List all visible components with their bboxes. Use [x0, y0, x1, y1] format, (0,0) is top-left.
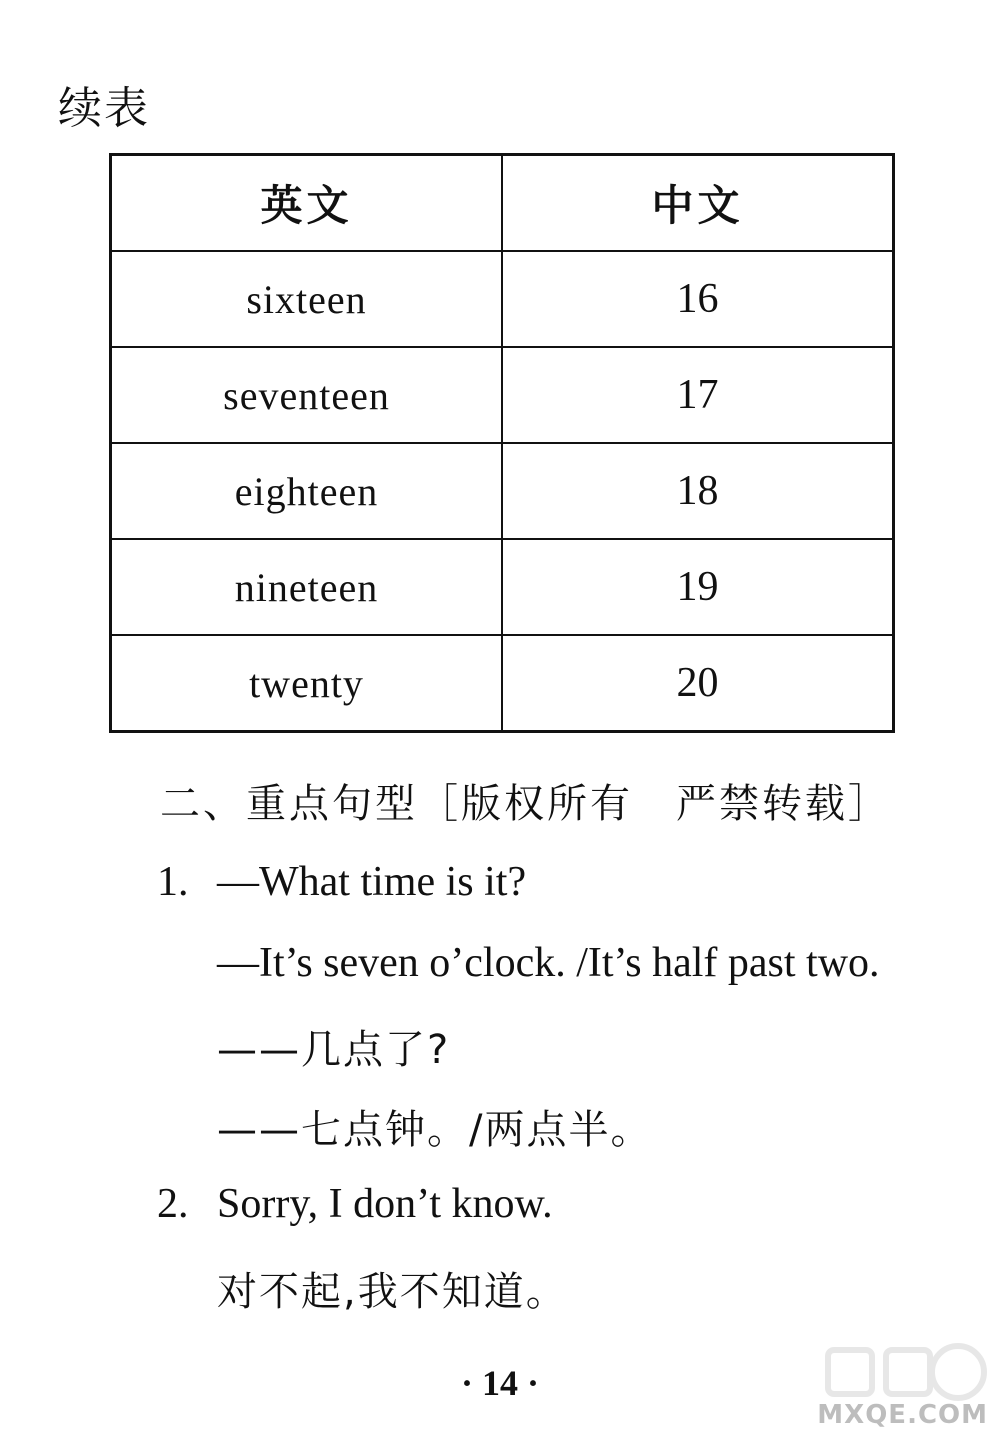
- translation-line: ——七点钟。/两点半。: [217, 1107, 653, 1153]
- page-number: · 14 ·: [460, 1363, 539, 1403]
- english-cell: seventeen: [111, 347, 503, 443]
- header-chinese: 中文: [502, 155, 894, 252]
- english-cell: twenty: [111, 635, 503, 732]
- chinese-cell: 20: [502, 635, 894, 732]
- chinese-cell: 17: [502, 347, 894, 443]
- item-number: 1.: [157, 859, 189, 905]
- translation-line: 对不起,我不知道。: [217, 1269, 568, 1315]
- table-row: [111, 347, 894, 443]
- chinese-cell: 18: [502, 443, 894, 539]
- table-header-row: [111, 155, 894, 252]
- english-cell: sixteen: [111, 251, 503, 347]
- table-row: [111, 539, 894, 635]
- table-row: [111, 635, 894, 732]
- table-row: [111, 443, 894, 539]
- table-row: [111, 251, 894, 347]
- continued-table-label: 续表: [58, 83, 150, 134]
- chinese-cell: 19: [502, 539, 894, 635]
- english-cell: nineteen: [111, 539, 503, 635]
- vocabulary-table: [109, 153, 895, 733]
- chinese-cell: 16: [502, 251, 894, 347]
- dialogue-line: —What time is it?: [217, 859, 527, 905]
- translation-line: ——几点了?: [217, 1027, 451, 1073]
- item-number: 2.: [157, 1181, 189, 1227]
- watermark-site-text: MXQE.COM: [817, 1400, 988, 1430]
- english-cell: eighteen: [111, 443, 503, 539]
- header-english: 英文: [111, 155, 503, 252]
- section-title: 二、重点句型［版权所有 严禁转载］: [160, 781, 891, 827]
- sentence-line: Sorry, I don’t know.: [217, 1181, 553, 1227]
- dialogue-line: —It’s seven o’clock. /It’s half past two.: [217, 940, 880, 986]
